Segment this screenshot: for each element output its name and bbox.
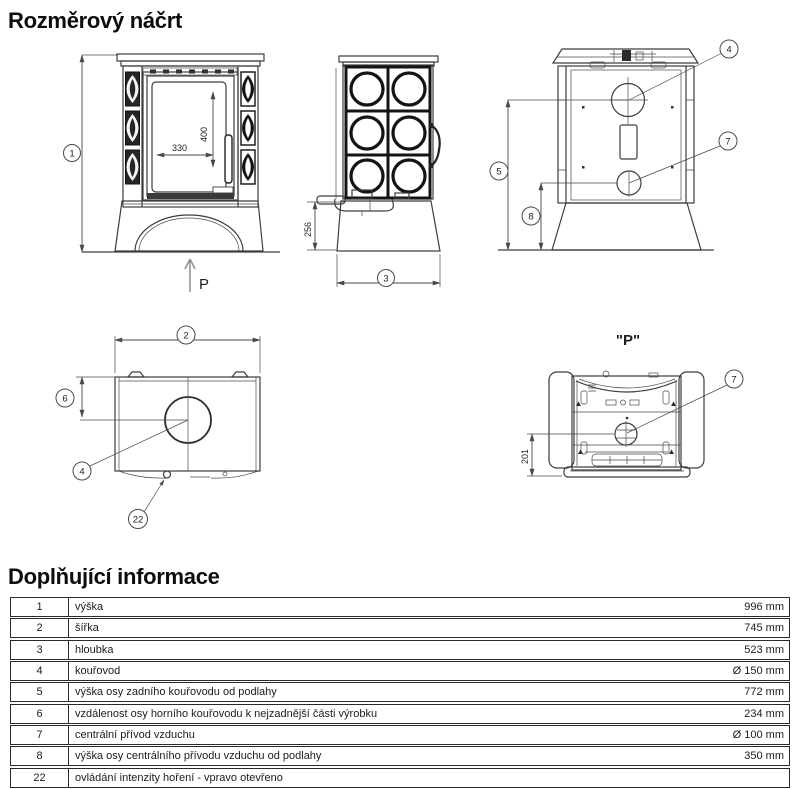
row-description: výška osy zadního kouřovodu od podlahy	[75, 686, 277, 699]
dim-label-door-width: 330	[172, 143, 188, 153]
svg-text:22: 22	[132, 514, 144, 526]
row-value: 350 mm	[744, 750, 784, 763]
svg-text:1: 1	[69, 148, 75, 160]
page-title: Rozměrový náčrt	[8, 8, 183, 33]
balloon-7-bottom	[725, 370, 743, 388]
front-right-tiles	[241, 72, 255, 184]
dim-label-door-height: 400	[199, 126, 209, 142]
balloon-3	[378, 270, 395, 287]
side-view-drawing	[303, 56, 440, 287]
row-description: vzdálenost osy horního kouřovodu k nejzadnější části výrobku	[75, 707, 378, 720]
row-number: 8	[11, 747, 69, 765]
row-number: 5	[11, 683, 69, 701]
dim-label-side-height: 256	[303, 221, 313, 237]
balloon-4	[720, 40, 738, 58]
table-row	[10, 704, 790, 724]
p-direction-label: P	[199, 276, 210, 293]
row-value: 996 mm	[744, 601, 784, 613]
front-door	[143, 72, 238, 200]
row-description: šířka	[75, 622, 99, 635]
table-row	[10, 746, 790, 766]
svg-text:4: 4	[726, 44, 732, 56]
rear-view-drawing	[490, 40, 738, 250]
row-description: hloubka	[75, 643, 114, 656]
table-row	[10, 661, 790, 681]
door-handle	[225, 135, 232, 183]
row-value: 745 mm	[744, 622, 784, 635]
svg-text:3: 3	[383, 273, 389, 285]
svg-text:5: 5	[496, 166, 502, 178]
table-row	[10, 618, 790, 638]
front-view-drawing	[64, 54, 281, 293]
row-value: 523 mm	[744, 643, 784, 656]
row-description: kouřovod	[75, 665, 121, 678]
row-value: 772 mm	[744, 686, 784, 699]
bottom-grate-tray	[585, 452, 668, 466]
front-left-tiles	[126, 72, 140, 184]
svg-text:8: 8	[528, 211, 534, 223]
row-description: centrální přívod vzduchu	[75, 729, 195, 742]
table-row	[10, 725, 790, 745]
row-value: Ø 150 mm	[732, 665, 784, 678]
row-number: 2	[11, 619, 69, 637]
row-number: 4	[11, 662, 69, 680]
svg-text:4: 4	[79, 466, 85, 478]
dim-label-bottom-depth: 201	[520, 448, 530, 464]
rear-latch-detail	[610, 50, 656, 62]
row-value: 234 mm	[744, 707, 784, 720]
svg-text:7: 7	[725, 136, 731, 148]
balloon-6	[56, 389, 74, 407]
top-view-drawing	[56, 326, 260, 529]
row-value: Ø 100 mm	[732, 729, 784, 742]
bottom-air-inlet	[615, 421, 637, 447]
svg-text:2: 2	[183, 330, 189, 342]
balloon-2	[177, 326, 195, 344]
svg-text:6: 6	[62, 393, 68, 405]
balloon-8	[522, 207, 540, 225]
row-number: 7	[11, 726, 69, 744]
row-number: 3	[11, 641, 69, 659]
balloon-22	[129, 510, 148, 529]
info-table	[10, 597, 790, 789]
casting-marks	[606, 400, 639, 405]
intensity-control-knob	[164, 471, 171, 478]
table-row	[10, 768, 790, 788]
p-view-drawing	[520, 332, 743, 477]
row-number: 1	[11, 598, 69, 616]
p-view-title: "P"	[615, 332, 641, 349]
row-description: ovládání intenzity hoření - vpravo otevřeno	[75, 771, 283, 784]
p-direction-arrow	[185, 259, 195, 292]
section-title: Doplňující informace	[8, 564, 220, 589]
row-number: 6	[11, 705, 69, 723]
row-description: výška	[75, 601, 104, 613]
table-row	[10, 640, 790, 660]
svg-text:7: 7	[731, 374, 737, 386]
table-row	[10, 682, 790, 702]
balloon-4-top	[73, 462, 91, 480]
row-description: výška osy centrálního přívodu vzduchu od podlahy	[75, 750, 322, 763]
balloon-7	[719, 132, 737, 150]
row-number: 22	[11, 769, 69, 787]
balloon-5	[490, 162, 508, 180]
table-row	[10, 597, 790, 617]
balloon-1	[64, 145, 81, 162]
